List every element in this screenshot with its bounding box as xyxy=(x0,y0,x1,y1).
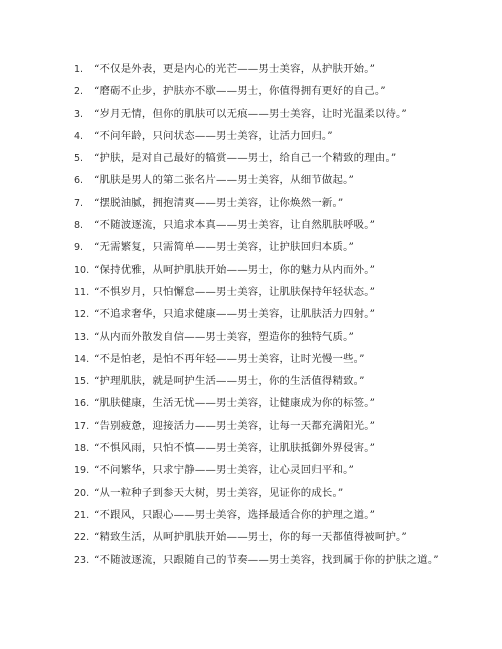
item-text: “精致生活，从呵护肌肤开始——男士，你的每一天都值得被呵护。” xyxy=(94,531,407,544)
item-number: 3. xyxy=(74,108,84,120)
item-number: 12. xyxy=(74,309,90,321)
item-number: 20. xyxy=(74,487,90,499)
list-item xyxy=(74,348,494,370)
list-item xyxy=(74,281,494,303)
item-text: “不惧风雨，只怕不慎——男士美容，让肌肤抵御外界侵害。” xyxy=(94,442,376,455)
list-item xyxy=(74,80,494,102)
item-text: “从内而外散发自信——男士美容，塑造你的独特气质。” xyxy=(94,330,354,343)
item-number: 1. xyxy=(74,64,84,75)
item-number: 4. xyxy=(74,130,84,142)
list-item xyxy=(74,259,494,281)
item-number: 23. xyxy=(74,554,90,566)
item-number: 5. xyxy=(74,153,84,165)
item-text: “肌肤是男人的第二张名片——男士美容，从细节做起。” xyxy=(94,174,354,187)
item-number: 15. xyxy=(74,376,90,388)
slogan-list xyxy=(74,58,494,571)
item-text: “不仅是外表，更是内心的光芒——男士美容，从护肤开始。” xyxy=(94,63,376,75)
item-text: “保持优雅，从呵护肌肤开始——男士，你的魅力从内而外。” xyxy=(94,263,376,276)
list-item xyxy=(74,214,494,236)
item-text: “肌肤健康，生活无忧——男士美容，让健康成为你的标签。” xyxy=(94,397,376,410)
item-number: 18. xyxy=(74,443,90,455)
list-item xyxy=(74,147,494,169)
item-number: 9. xyxy=(74,242,84,254)
list-item xyxy=(74,58,494,80)
list-item xyxy=(74,549,494,571)
list-item xyxy=(74,370,494,392)
list-item xyxy=(74,169,494,191)
item-text: “告别疲惫，迎接活力——男士美容，让每一天都充满阳光。” xyxy=(94,419,376,432)
item-number: 17. xyxy=(74,420,90,432)
list-item xyxy=(74,504,494,526)
item-text: “从一粒种子到参天大树，男士美容，见证你的成长。” xyxy=(94,486,344,499)
item-number: 16. xyxy=(74,398,90,410)
item-text: “护理肌肤，就是呵护生活——男士，你的生活值得精致。” xyxy=(94,375,365,388)
item-text: “不跟风，只跟心——男士美容，选择最适合你的护理之道。” xyxy=(94,508,376,521)
list-item xyxy=(74,103,494,125)
item-number: 8. xyxy=(74,220,84,232)
item-text: “不追求奢华，只追求健康——男士美容，让肌肤活力四射。” xyxy=(94,308,376,321)
item-text: “不问年龄，只问状态——男士美容，让活力回归。” xyxy=(94,129,333,142)
list-item xyxy=(74,236,494,258)
list-item xyxy=(74,459,494,481)
list-item xyxy=(74,192,494,214)
list-item xyxy=(74,125,494,147)
item-number: 11. xyxy=(74,286,90,298)
item-text: “不是怕老，是怕不再年轻——男士美容，让时光慢一些。” xyxy=(94,352,365,365)
item-number: 19. xyxy=(74,465,90,477)
item-text: “岁月无情，但你的肌肤可以无痕——男士美容，让时光温柔以待。” xyxy=(94,107,407,120)
list-item xyxy=(74,437,494,459)
list-item xyxy=(74,303,494,325)
list-item xyxy=(74,526,494,548)
item-number: 6. xyxy=(74,175,84,187)
item-text: “不问繁华，只求宁静——男士美容，让心灵回归平和。” xyxy=(94,464,354,477)
item-text: “不惧岁月，只怕懈怠——男士美容，让肌肤保持年轻状态。” xyxy=(94,285,376,298)
item-text: “不随波逐流，只追求本真——男士美容，让自然肌肤呼吸。” xyxy=(94,219,376,232)
item-text: “磨砺不止步，护肤亦不歇——男士，你值得拥有更好的自己。” xyxy=(94,85,386,98)
item-text: “护肤，是对自己最好的犒赏——男士，给自己一个精致的理由。” xyxy=(94,152,397,165)
list-item xyxy=(74,326,494,348)
list-item xyxy=(74,482,494,504)
list-item xyxy=(74,392,494,414)
item-number: 2. xyxy=(74,86,84,98)
item-text: “摆脱油腻，拥抱清爽——男士美容，让你焕然一新。” xyxy=(94,196,344,209)
item-text: “无需繁复，只需简单——男士美容，让护肤回归本质。” xyxy=(94,241,354,254)
item-number: 13. xyxy=(74,331,90,343)
item-number: 21. xyxy=(74,509,90,521)
item-number: 14. xyxy=(74,353,90,365)
item-text: “不随波逐流，只跟随自己的节奏——男士美容，找到属于你的护肤之道。” xyxy=(94,553,439,566)
item-number: 22. xyxy=(74,532,90,544)
item-number: 7. xyxy=(74,197,84,209)
item-number: 10. xyxy=(74,264,90,276)
list-item xyxy=(74,415,494,437)
